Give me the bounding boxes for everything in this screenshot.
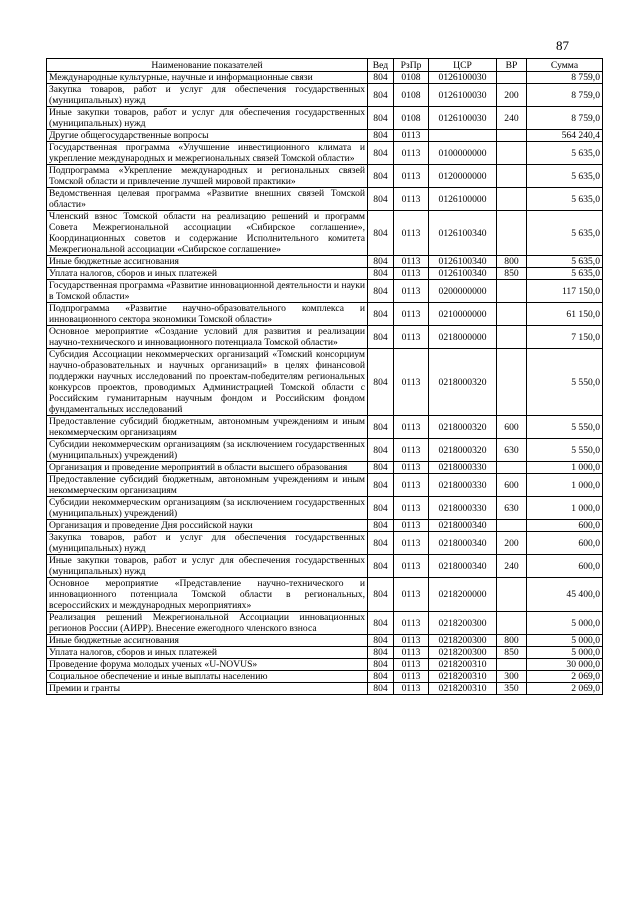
cell-name: Уплата налогов, сборов и иных платежей bbox=[47, 268, 368, 280]
cell-csr: 0218200000 bbox=[429, 578, 497, 612]
cell-rzpr: 0113 bbox=[394, 532, 429, 555]
cell-csr: 0218200300 bbox=[429, 647, 497, 659]
cell-vr bbox=[497, 188, 527, 211]
table-row bbox=[47, 268, 603, 280]
cell-vr: 600 bbox=[497, 416, 527, 439]
cell-rzpr: 0113 bbox=[394, 256, 429, 268]
cell-vr bbox=[497, 303, 527, 326]
cell-name: Ведомственная целевая программа «Развитие внешних связей Томской области» bbox=[47, 188, 368, 211]
cell-csr: 0218200300 bbox=[429, 635, 497, 647]
cell-ved: 804 bbox=[368, 683, 394, 695]
cell-vr: 850 bbox=[497, 647, 527, 659]
cell-sum: 7 150,0 bbox=[527, 326, 603, 349]
cell-csr: 0218000340 bbox=[429, 520, 497, 532]
cell-sum: 5 550,0 bbox=[527, 416, 603, 439]
cell-rzpr: 0113 bbox=[394, 439, 429, 462]
cell-rzpr: 0113 bbox=[394, 268, 429, 280]
cell-csr: 0126100030 bbox=[429, 84, 497, 107]
cell-name: Основное мероприятие «Создание условий для развития и реализации научно-технического и инновационного потенциала Томской области» bbox=[47, 326, 368, 349]
cell-sum: 45 400,0 bbox=[527, 578, 603, 612]
cell-rzpr: 0113 bbox=[394, 211, 429, 256]
cell-vr: 850 bbox=[497, 268, 527, 280]
cell-sum: 564 240,4 bbox=[527, 130, 603, 142]
cell-ved: 804 bbox=[368, 268, 394, 280]
cell-vr: 600 bbox=[497, 474, 527, 497]
cell-rzpr: 0113 bbox=[394, 555, 429, 578]
table-row bbox=[47, 462, 603, 474]
cell-vr: 240 bbox=[497, 555, 527, 578]
cell-name: Предоставление субсидий бюджетным, автономным учреждениям и иным некоммерческим организациям bbox=[47, 416, 368, 439]
cell-ved: 804 bbox=[368, 462, 394, 474]
table-row bbox=[47, 671, 603, 683]
cell-name: Организация и проведение Дня российской науки bbox=[47, 520, 368, 532]
cell-name: Социальное обеспечение и иные выплаты населению bbox=[47, 671, 368, 683]
table-row bbox=[47, 474, 603, 497]
table-row bbox=[47, 72, 603, 84]
table-row bbox=[47, 84, 603, 107]
cell-sum: 1 000,0 bbox=[527, 474, 603, 497]
cell-vr bbox=[497, 659, 527, 671]
cell-ved: 804 bbox=[368, 326, 394, 349]
cell-ved: 804 bbox=[368, 635, 394, 647]
cell-ved: 804 bbox=[368, 72, 394, 84]
table-row bbox=[47, 303, 603, 326]
table-row bbox=[47, 165, 603, 188]
cell-csr: 0218000320 bbox=[429, 439, 497, 462]
cell-rzpr: 0113 bbox=[394, 416, 429, 439]
cell-ved: 804 bbox=[368, 165, 394, 188]
cell-sum: 5 635,0 bbox=[527, 188, 603, 211]
table-row bbox=[47, 497, 603, 520]
cell-csr: 0218000000 bbox=[429, 326, 497, 349]
table-row bbox=[47, 612, 603, 635]
cell-rzpr: 0113 bbox=[394, 130, 429, 142]
cell-rzpr: 0113 bbox=[394, 647, 429, 659]
cell-name: Международные культурные, научные и информационные связи bbox=[47, 72, 368, 84]
cell-csr: 0126100030 bbox=[429, 72, 497, 84]
table-row bbox=[47, 107, 603, 130]
cell-name: Премии и гранты bbox=[47, 683, 368, 695]
cell-ved: 804 bbox=[368, 647, 394, 659]
cell-vr bbox=[497, 578, 527, 612]
cell-ved: 804 bbox=[368, 671, 394, 683]
cell-ved: 804 bbox=[368, 520, 394, 532]
table-header-row bbox=[47, 59, 603, 72]
column-header-vr: ВР bbox=[497, 59, 527, 72]
cell-sum: 5 635,0 bbox=[527, 268, 603, 280]
cell-csr: 0218000330 bbox=[429, 497, 497, 520]
cell-vr: 630 bbox=[497, 439, 527, 462]
cell-ved: 804 bbox=[368, 280, 394, 303]
cell-vr: 630 bbox=[497, 497, 527, 520]
cell-name: Подпрограмма «Укрепление международных и региональных связей Томской области и привлечение лучшей мировой практики» bbox=[47, 165, 368, 188]
cell-name: Субсидия Ассоциации некоммерческих организаций «Томский консорциум научно-образовательных и научных организаций» в целях финансовой поддержки научных исследований по проектам-победителям региональных конкурсов проектов, проводимых Администрацией Томской области с Российским гуманитарным научным фондом и Российским фондом фундаментальных исследований bbox=[47, 349, 368, 416]
cell-csr: 0218000330 bbox=[429, 474, 497, 497]
cell-name: Предоставление субсидий бюджетным, автономным учреждениям и иным некоммерческим организациям bbox=[47, 474, 368, 497]
cell-ved: 804 bbox=[368, 303, 394, 326]
cell-name: Государственная программа «Развитие инновационной деятельности и науки в Томской области» bbox=[47, 280, 368, 303]
cell-csr: 0126100340 bbox=[429, 211, 497, 256]
cell-name: Уплата налогов, сборов и иных платежей bbox=[47, 647, 368, 659]
cell-rzpr: 0113 bbox=[394, 612, 429, 635]
cell-csr: 0218200310 bbox=[429, 659, 497, 671]
cell-ved: 804 bbox=[368, 142, 394, 165]
cell-ved: 804 bbox=[368, 188, 394, 211]
table-row bbox=[47, 280, 603, 303]
budget-table bbox=[46, 58, 603, 695]
table-row bbox=[47, 326, 603, 349]
table-row bbox=[47, 520, 603, 532]
cell-ved: 804 bbox=[368, 659, 394, 671]
cell-vr bbox=[497, 612, 527, 635]
cell-name: Организация и проведение мероприятий в области высшего образования bbox=[47, 462, 368, 474]
cell-ved: 804 bbox=[368, 439, 394, 462]
table-row bbox=[47, 439, 603, 462]
cell-csr: 0218200300 bbox=[429, 612, 497, 635]
cell-ved: 804 bbox=[368, 84, 394, 107]
cell-rzpr: 0113 bbox=[394, 280, 429, 303]
cell-ved: 804 bbox=[368, 130, 394, 142]
table-row bbox=[47, 349, 603, 416]
page-number: 87 bbox=[556, 38, 569, 53]
column-header-sum: Сумма bbox=[527, 59, 603, 72]
cell-sum: 5 000,0 bbox=[527, 635, 603, 647]
table-row bbox=[47, 683, 603, 695]
cell-ved: 804 bbox=[368, 416, 394, 439]
cell-sum: 5 635,0 bbox=[527, 142, 603, 165]
cell-rzpr: 0108 bbox=[394, 107, 429, 130]
cell-name: Иные бюджетные ассигнования bbox=[47, 635, 368, 647]
cell-csr bbox=[429, 130, 497, 142]
cell-vr: 240 bbox=[497, 107, 527, 130]
cell-name: Иные бюджетные ассигнования bbox=[47, 256, 368, 268]
table-row bbox=[47, 188, 603, 211]
table-row bbox=[47, 416, 603, 439]
cell-sum: 1 000,0 bbox=[527, 497, 603, 520]
cell-rzpr: 0113 bbox=[394, 142, 429, 165]
cell-ved: 804 bbox=[368, 612, 394, 635]
cell-csr: 0200000000 bbox=[429, 280, 497, 303]
cell-sum: 5 550,0 bbox=[527, 349, 603, 416]
cell-vr bbox=[497, 130, 527, 142]
cell-sum: 5 635,0 bbox=[527, 165, 603, 188]
cell-sum: 5 000,0 bbox=[527, 612, 603, 635]
cell-vr bbox=[497, 72, 527, 84]
cell-csr: 0218200310 bbox=[429, 683, 497, 695]
cell-vr bbox=[497, 280, 527, 303]
cell-sum: 5 550,0 bbox=[527, 439, 603, 462]
cell-rzpr: 0113 bbox=[394, 462, 429, 474]
cell-vr: 200 bbox=[497, 84, 527, 107]
cell-sum: 117 150,0 bbox=[527, 280, 603, 303]
cell-sum: 8 759,0 bbox=[527, 72, 603, 84]
cell-vr: 800 bbox=[497, 635, 527, 647]
cell-rzpr: 0113 bbox=[394, 671, 429, 683]
cell-rzpr: 0113 bbox=[394, 474, 429, 497]
cell-csr: 0126100340 bbox=[429, 256, 497, 268]
table-row bbox=[47, 142, 603, 165]
cell-csr: 0120000000 bbox=[429, 165, 497, 188]
cell-name: Другие общегосударственные вопросы bbox=[47, 130, 368, 142]
cell-csr: 0126100000 bbox=[429, 188, 497, 211]
cell-csr: 0100000000 bbox=[429, 142, 497, 165]
cell-name: Основное мероприятие «Представление научно-технического и инновационного потенциала Томской области в региональных, всероссийских и международных мероприятиях» bbox=[47, 578, 368, 612]
cell-csr: 0218000320 bbox=[429, 416, 497, 439]
cell-sum: 8 759,0 bbox=[527, 107, 603, 130]
cell-vr bbox=[497, 142, 527, 165]
cell-vr bbox=[497, 165, 527, 188]
cell-name: Закупка товаров, работ и услуг для обеспечения государственных (муниципальных) нужд bbox=[47, 532, 368, 555]
cell-ved: 804 bbox=[368, 474, 394, 497]
table-row bbox=[47, 555, 603, 578]
cell-rzpr: 0113 bbox=[394, 659, 429, 671]
cell-sum: 61 150,0 bbox=[527, 303, 603, 326]
cell-name: Реализация решений Межрегиональной Ассоциации инновационных регионов России (АИРР). Внесение ежегодного членского взноса bbox=[47, 612, 368, 635]
table-row bbox=[47, 211, 603, 256]
table-row bbox=[47, 578, 603, 612]
cell-ved: 804 bbox=[368, 532, 394, 555]
cell-rzpr: 0113 bbox=[394, 165, 429, 188]
cell-rzpr: 0113 bbox=[394, 303, 429, 326]
cell-csr: 0218000340 bbox=[429, 532, 497, 555]
cell-ved: 804 bbox=[368, 349, 394, 416]
cell-name: Подпрограмма «Развитие научно-образовательного комплекса и инновационного сектора экономики Томской области» bbox=[47, 303, 368, 326]
cell-name: Государственная программа «Улучшение инвестиционного климата и укрепление международных и межрегиональных связей Томской области» bbox=[47, 142, 368, 165]
cell-name: Закупка товаров, работ и услуг для обеспечения государственных (муниципальных) нужд bbox=[47, 84, 368, 107]
table-row bbox=[47, 532, 603, 555]
cell-csr: 0218000330 bbox=[429, 462, 497, 474]
cell-sum: 600,0 bbox=[527, 520, 603, 532]
cell-sum: 8 759,0 bbox=[527, 84, 603, 107]
column-header-name: Наименование показателей bbox=[47, 59, 368, 72]
cell-vr: 800 bbox=[497, 256, 527, 268]
column-header-ved: Вед bbox=[368, 59, 394, 72]
cell-rzpr: 0113 bbox=[394, 349, 429, 416]
cell-sum: 1 000,0 bbox=[527, 462, 603, 474]
column-header-csr: ЦСР bbox=[429, 59, 497, 72]
cell-name: Иные закупки товаров, работ и услуг для обеспечения государственных (муниципальных) нужд bbox=[47, 555, 368, 578]
cell-sum: 5 635,0 bbox=[527, 256, 603, 268]
cell-rzpr: 0108 bbox=[394, 72, 429, 84]
cell-csr: 0126100340 bbox=[429, 268, 497, 280]
cell-rzpr: 0113 bbox=[394, 683, 429, 695]
cell-rzpr: 0113 bbox=[394, 578, 429, 612]
cell-vr bbox=[497, 349, 527, 416]
cell-sum: 2 069,0 bbox=[527, 671, 603, 683]
cell-sum: 5 000,0 bbox=[527, 647, 603, 659]
cell-csr: 0218200310 bbox=[429, 671, 497, 683]
cell-ved: 804 bbox=[368, 107, 394, 130]
cell-rzpr: 0113 bbox=[394, 520, 429, 532]
cell-ved: 804 bbox=[368, 578, 394, 612]
cell-ved: 804 bbox=[368, 211, 394, 256]
cell-sum: 2 069,0 bbox=[527, 683, 603, 695]
cell-ved: 804 bbox=[368, 555, 394, 578]
cell-ved: 804 bbox=[368, 497, 394, 520]
cell-sum: 30 000,0 bbox=[527, 659, 603, 671]
cell-name: Иные закупки товаров, работ и услуг для обеспечения государственных (муниципальных) нужд bbox=[47, 107, 368, 130]
cell-csr: 0218000320 bbox=[429, 349, 497, 416]
table-row bbox=[47, 659, 603, 671]
cell-name: Субсидии некоммерческим организациям (за исключением государственных (муниципальных) учреждений) bbox=[47, 439, 368, 462]
cell-csr: 0218000340 bbox=[429, 555, 497, 578]
table-row bbox=[47, 130, 603, 142]
cell-csr: 0126100030 bbox=[429, 107, 497, 130]
table-row bbox=[47, 647, 603, 659]
cell-rzpr: 0113 bbox=[394, 326, 429, 349]
cell-vr bbox=[497, 211, 527, 256]
cell-ved: 804 bbox=[368, 256, 394, 268]
cell-sum: 600,0 bbox=[527, 555, 603, 578]
cell-sum: 600,0 bbox=[527, 532, 603, 555]
table-row bbox=[47, 635, 603, 647]
cell-name: Проведение форума молодых ученых «U-NOVUS» bbox=[47, 659, 368, 671]
cell-rzpr: 0108 bbox=[394, 84, 429, 107]
cell-vr: 300 bbox=[497, 671, 527, 683]
column-header-rzpr: РзПр bbox=[394, 59, 429, 72]
cell-vr: 350 bbox=[497, 683, 527, 695]
cell-sum: 5 635,0 bbox=[527, 211, 603, 256]
cell-vr bbox=[497, 520, 527, 532]
cell-rzpr: 0113 bbox=[394, 497, 429, 520]
cell-csr: 0210000000 bbox=[429, 303, 497, 326]
cell-vr bbox=[497, 326, 527, 349]
cell-name: Членский взнос Томской области на реализацию решений и программ Совета Межрегиональной ассоциации «Сибирское соглашение», Координационных советов и содержание Исполнительного комитета Межрегиональной ассоциации «Сибирское соглашение» bbox=[47, 211, 368, 256]
cell-name: Субсидии некоммерческим организациям (за исключением государственных (муниципальных) учреждений) bbox=[47, 497, 368, 520]
table-row bbox=[47, 256, 603, 268]
cell-rzpr: 0113 bbox=[394, 188, 429, 211]
cell-rzpr: 0113 bbox=[394, 635, 429, 647]
cell-vr bbox=[497, 462, 527, 474]
cell-vr: 200 bbox=[497, 532, 527, 555]
